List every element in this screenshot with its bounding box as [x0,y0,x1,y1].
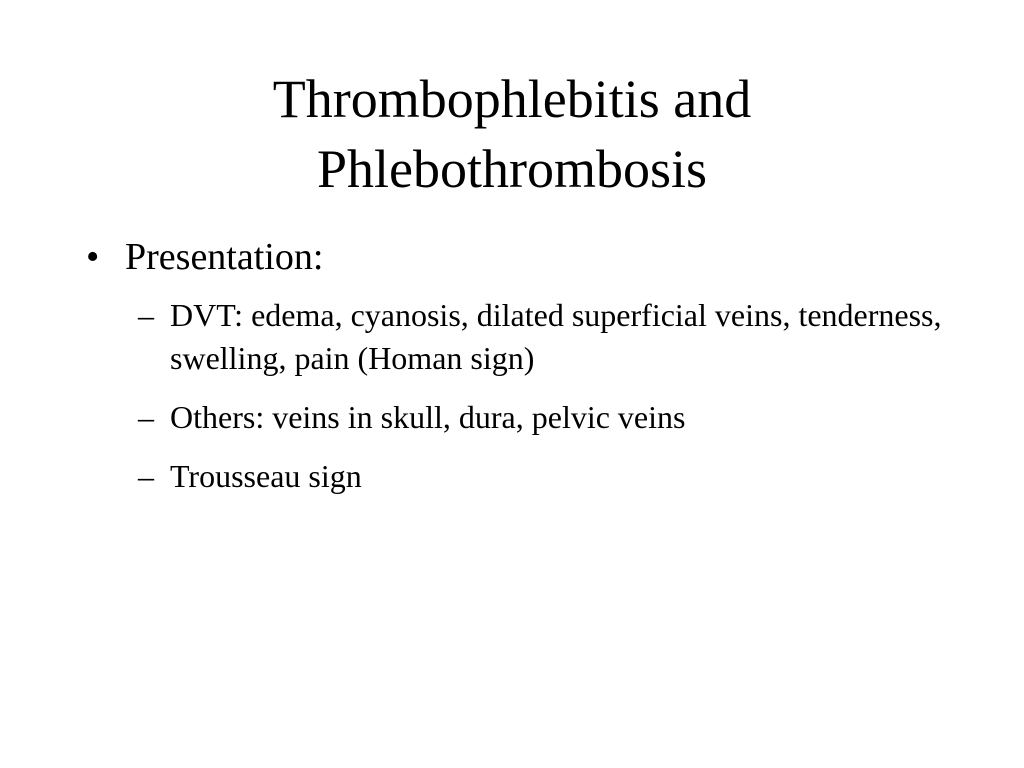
bullet-marker: • [86,236,100,278]
sub-bullet-marker: – [138,297,154,333]
sub-bullet-list [86,294,956,498]
sub-bullet-text: Others: veins in skull, dura, pelvic veins [170,399,686,435]
sub-bullet-text: Trousseau sign [170,458,362,494]
slide-title [100,64,924,204]
sub-bullet-marker: – [138,458,154,494]
slide-title-line-1: Thrombophlebitis and [272,69,752,129]
sub-bullet-text: DVT: edema, cyanosis, dilated superficial veins, tenderness, swelling, pain (Homan sign) [170,297,942,376]
sub-bullet-dvt [86,294,956,380]
slide-title-line-2: Phlebothrombosis [316,139,708,199]
sub-bullet-marker: – [138,399,154,435]
bullet-presentation [86,234,956,280]
bullet-text: Presentation: [125,236,324,278]
slide-body [86,234,956,514]
sub-bullet-trousseau [86,455,956,498]
sub-bullet-others [86,396,956,439]
